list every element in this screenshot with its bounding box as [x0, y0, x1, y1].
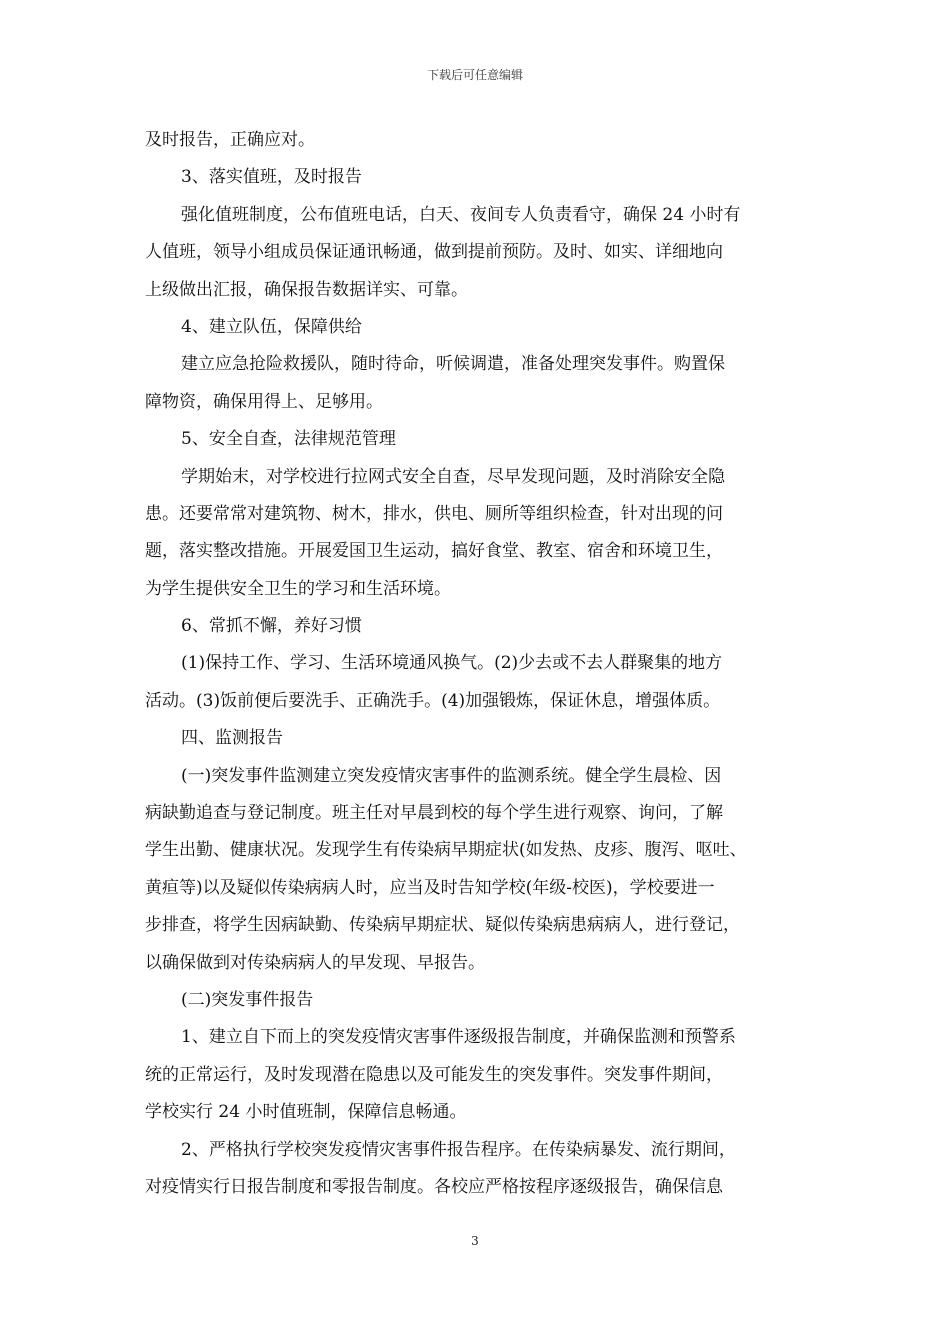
text-line: 强化值班制度，公布值班电话，白天、夜间专人负责看守，确保 24 小时有	[181, 204, 741, 225]
page-number: 3	[471, 1234, 479, 1248]
text-line: 活动。(3)饭前便后要洗手、正确洗手。(4)加强锻炼，保证休息，增强体质。	[145, 690, 721, 711]
text-line: (1)保持工作、学习、生活环境通风换气。(2)少去或不去人群聚集的地方	[181, 653, 723, 674]
text-line: 患。还要常常对建筑物、树木，排水，供电、厕所等组织检查，针对出现的问	[145, 503, 723, 524]
text-line: 四、监测报告	[181, 728, 283, 749]
text-line: 1、建立自下而上的突发疫情灾害事件逐级报告制度，并确保监测和预警系	[181, 1027, 736, 1048]
text-line: 学生出勤、健康状况。发现学生有传染病早期症状(如发热、皮疹、腹泻、呕吐、	[145, 840, 747, 861]
text-line: 2、严格执行学校突发疫情灾害事件报告程序。在传染病暴发、流行期间，	[181, 1139, 736, 1160]
text-line: 黄疸等)以及疑似传染病病人时，应当及时告知学校(年级-校医)，学校要进一	[145, 877, 715, 898]
text-line: 对疫情实行日报告制度和零报告制度。各校应严格按程序逐级报告，确保信息	[145, 1176, 723, 1197]
text-line: (一)突发事件监测建立突发疫情灾害事件的监测系统。健全学生晨检、因	[181, 765, 722, 786]
text-line: 5、安全自查，法律规范管理	[181, 429, 396, 450]
text-line: 6、常抓不懈，养好习惯	[181, 616, 362, 637]
text-line: 步排查，将学生因病缺勤、传染病早期症状、疑似传染病患病病人，进行登记，	[145, 915, 740, 936]
text-line: 3、落实值班，及时报告	[181, 167, 362, 188]
text-line: 人值班，领导小组成员保证通讯畅通，做到提前预防。及时、如实、详细地向	[145, 242, 723, 263]
text-line: 障物资，确保用得上、足够用。	[145, 391, 383, 412]
text-line: 统的正常运行，及时发现潜在隐患以及可能发生的突发事件。突发事件期间，	[145, 1064, 723, 1085]
text-line: 学期始末，对学校进行拉网式安全自查，尽早发现问题，及时消除安全隐	[181, 466, 725, 487]
document-body	[145, 122, 810, 1206]
text-line: 病缺勤追查与登记制度。班主任对早晨到校的每个学生进行观察、询问，了解	[145, 803, 723, 824]
text-line: (二)突发事件报告	[181, 989, 314, 1010]
page-header: 下载后可任意编辑	[426, 68, 523, 82]
text-line: 4、建立队伍，保障供给	[181, 316, 362, 337]
text-line: 建立应急抢险救援队，随时待命，听候调遣，准备处理突发事件。购置保	[181, 354, 725, 375]
text-line: 学校实行 24 小时值班制，保障信息畅通。	[145, 1102, 467, 1123]
text-line: 上级做出汇报，确保报告数据详实、可靠。	[145, 279, 468, 300]
text-line: 为学生提供安全卫生的学习和生活环境。	[145, 578, 451, 599]
text-line: 以确保做到对传染病病人的早发现、早报告。	[145, 952, 485, 973]
text-line: 及时报告，正确应对。	[145, 130, 315, 150]
text-line: 题，落实整改措施。开展爱国卫生运动，搞好食堂、教室、宿舍和环境卫生，	[145, 541, 723, 562]
